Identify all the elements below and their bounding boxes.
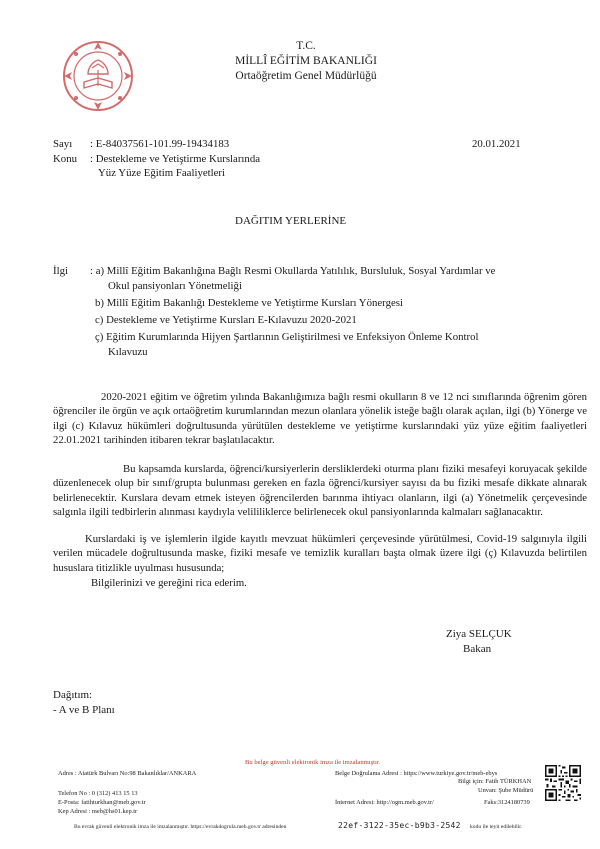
distribution-label: Dağıtım: bbox=[53, 689, 93, 701]
ministry-seal-logo bbox=[62, 40, 134, 112]
footer-kep: Kep Adresi : meb@hs01.kep.tr bbox=[58, 808, 138, 815]
footer-address: Adres : Atatürk Bulvarı No:98 Bakanlıklar/ANKARA bbox=[58, 770, 197, 777]
body-paragraph-1: 2020-2021 eğitim ve öğretim yılında Bakanlığımıza bağlı resmi okulların 8 ve 12 nci sınıflarında öğrenim gören öğrenciler ile örgün ve açık ortaöğretim kurumlarından mezun olanlara yönelik isteğe bağlı olarak açılan, ilgi (b) Yönerge ve ilgi (c) Kılavuz hükümleri doğrultusunda yürütülen destekleme ve yetiştirme kurslarındaki yüz yüze eğitim faaliyetleri 22.01.2021 tarihinden itibaren tekrar başlatılacaktır. bbox=[53, 391, 587, 447]
konu-line-2: Yüz Yüze Eğitim Faaliyetleri bbox=[98, 167, 226, 179]
footer-contact-title: Unvan: Şube Müdürü bbox=[478, 787, 534, 794]
qr-code bbox=[545, 765, 581, 801]
code-note-pre: Bu evrak güvenli elektronik imza ile imzalanmıştır. https://evrakdogrula.meb.gov.tr adresinden bbox=[74, 824, 287, 830]
body-paragraph-3: Kurslardaki iş ve işlemlerin ilgide kayıtlı mevzuat hükümleri çerçevesinde yürütülmesi, Covid-19 salgınıyla ilgili verilen mücadele doğrultusunda maske, fiziki mesafe ve temizlik kuralları başta olmak üzere ilgi (ç) Kılavuzda belirtilen hususlara titizlikle uyulması hususunda; bbox=[53, 533, 587, 574]
esign-note: Bu belge güvenli elektronik imza ile imzalanmıştır. bbox=[245, 759, 381, 766]
body-paragraph-2: Bu kapsamda kurslarda, öğrenci/kursiyerlerin dersliklerdeki oturma planı fiziki mesafeyi koruyacak şekilde düzenlenecek olup bir sınıf/grupta bulunması gereken en fazla öğrenci/kursiyer sayısı da bu fiziki mesafe dikkate alınarak belirlenecektir. Kurslara devam etmek isteyen öğrencilerden barınma ihtiyacı olanların, ilgi (a) Yönetmelik çerçevesinde salgınla ilgili tedbirlerin alınması kaydıyla velililiklerce belirlenecek okul pansiyonlarında kalmaları sağlanacaktır. bbox=[53, 463, 587, 519]
signatory-name: Ziya SELÇUK bbox=[446, 628, 512, 640]
distribution-item: - A ve B Planı bbox=[53, 704, 115, 716]
ilgi-item-cc: ç) Eğitim Kurumlarında Hijyen Şartlarının Geliştirilmesi ve Enfeksiyon Önleme Kontrol bbox=[95, 331, 479, 343]
header-tc: T.C. bbox=[296, 40, 316, 52]
addressee: DAĞITIM YERLERİNE bbox=[235, 215, 347, 227]
verification-code: 22ef-3122-35ec-b9b3-2542 bbox=[338, 821, 461, 830]
footer-fax: Faks:3124180739 bbox=[484, 799, 530, 806]
body-paragraph-4: Bilgilerinizi ve gereğini rica ederim. bbox=[91, 577, 247, 589]
ilgi-item-b: b) Millî Eğitim Bakanlığı Destekleme ve Yetiştirme Kursları Yönergesi bbox=[95, 297, 403, 309]
ilgi-item-c: c) Destekleme ve Yetiştirme Kursları E-Kılavuzu 2020-2021 bbox=[95, 314, 357, 326]
footer-verify-url[interactable]: Belge Doğrulama Adresi : https://www.turkiye.gov.tr/meb-ebys bbox=[335, 770, 498, 777]
header-directorate: Ortaöğretim Genel Müdürlüğü bbox=[235, 70, 377, 82]
footer-phone: Telefon No : 0 (312) 413 15 13 bbox=[58, 790, 138, 797]
ilgi-item-a: : a) Millî Eğitim Bakanlığına Bağlı Resmi Okullarda Yatılılık, Bursluluk, Sosyal Yardımlar ve bbox=[90, 265, 496, 277]
ilgi-item-a-cont: Okul pansiyonları Yönetmeliği bbox=[108, 280, 242, 292]
sayi-value: : E-84037561-101.99-19434183 bbox=[90, 138, 230, 150]
code-note-post: kodu ile teyit edilebilir. bbox=[470, 824, 523, 830]
konu-line-1: : Destekleme ve Yetiştirme Kurslarında bbox=[90, 153, 261, 165]
signatory-title: Bakan bbox=[463, 643, 492, 655]
ilgi-item-cc-cont: Kılavuzu bbox=[108, 346, 148, 358]
ilgi-label: İlgi bbox=[53, 265, 68, 277]
header-ministry: MİLLÎ EĞİTİM BAKANLIĞI bbox=[235, 55, 377, 67]
footer-contact: Bilgi için: Fatih TÜRKHAN bbox=[458, 778, 532, 785]
footer-email[interactable]: E-Posta: fatihturkhan@meb.gov.tr bbox=[58, 799, 146, 806]
konu-label: Konu bbox=[53, 153, 77, 165]
document-date: 20.01.2021 bbox=[472, 138, 521, 150]
footer-internet[interactable]: İnternet Adresi: http://ogm.meb.gov.tr/ bbox=[335, 799, 434, 806]
sayi-label: Sayı bbox=[53, 138, 73, 150]
